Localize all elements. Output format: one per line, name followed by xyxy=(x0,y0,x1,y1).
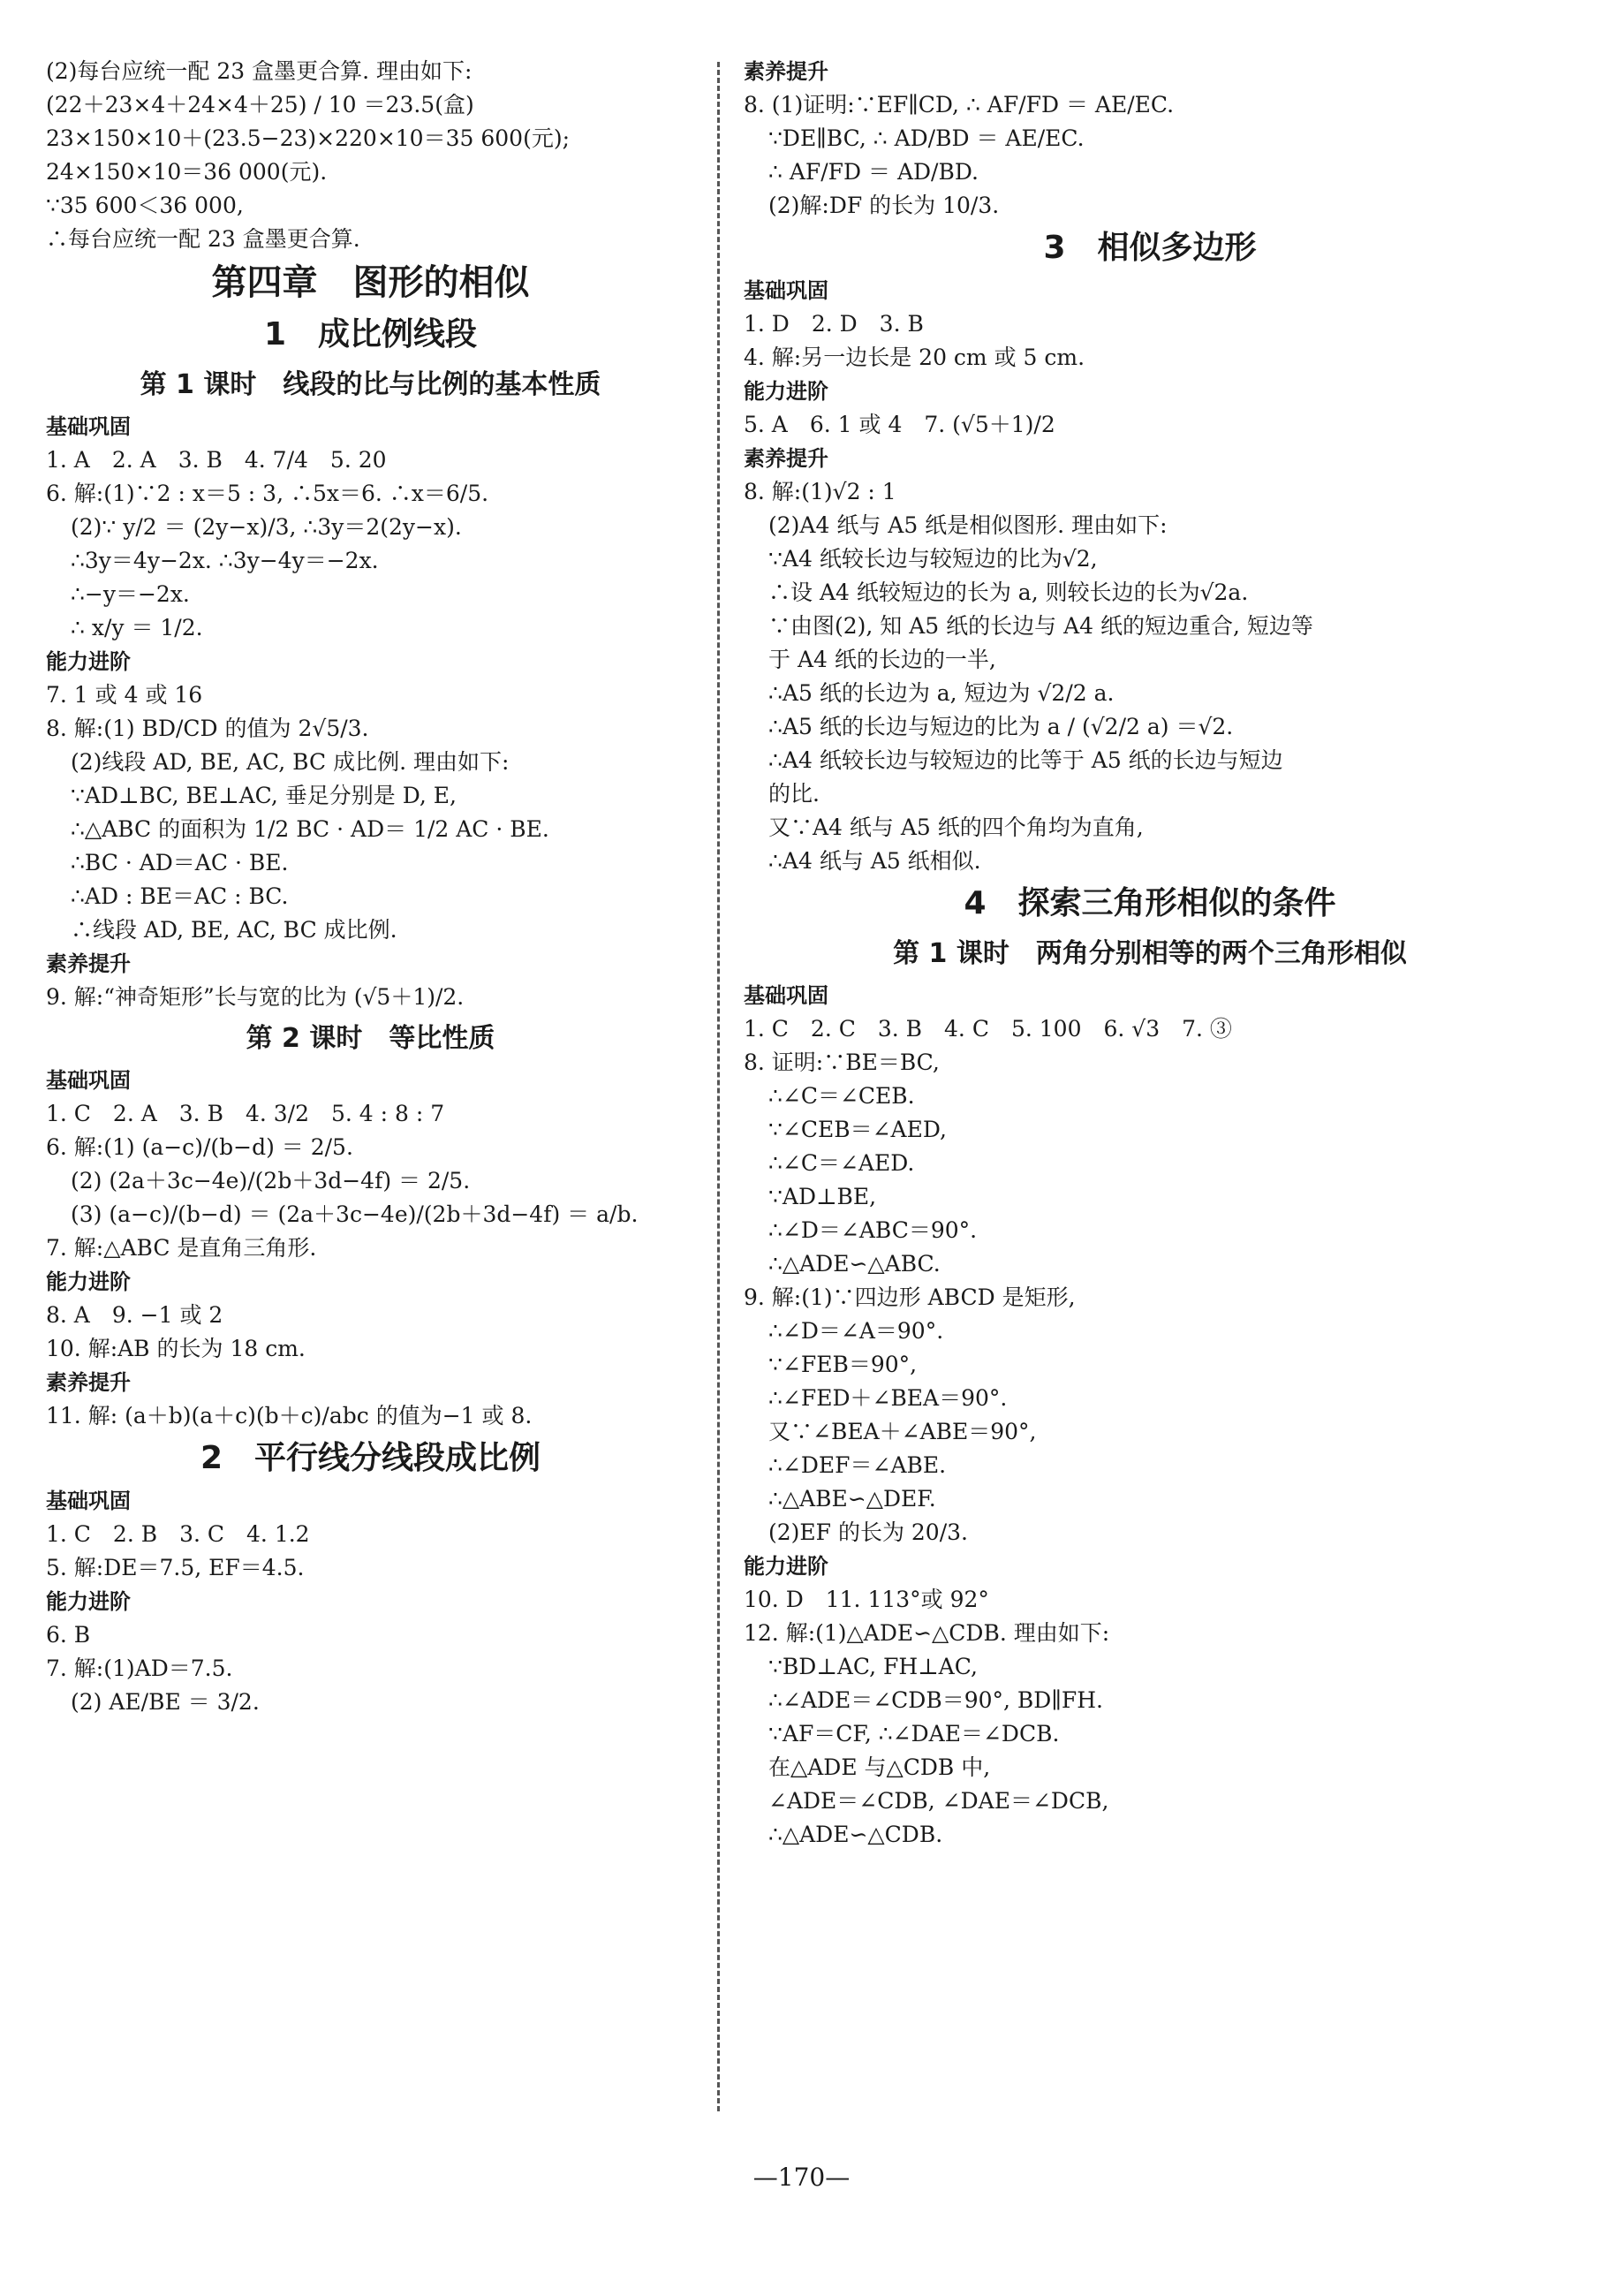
answer-line: 1. C 2. B 3. C 4. 1.2 xyxy=(46,1521,310,1547)
answer-line: ∴ x/y ＝ 1/2. xyxy=(71,615,203,640)
answer-line: ∴ AF/FD ＝ AD/BD. xyxy=(768,159,979,185)
subsection-label: 基础巩固 xyxy=(46,1489,131,1513)
answer-line: 5. A 6. 1 或 4 7. (√5＋1)/2 xyxy=(744,412,1055,437)
answer-line: ∴A5 纸的长边为 a, 短边为 √2/2 a. xyxy=(768,680,1115,706)
chapter-title: 第四章 图形的相似 xyxy=(211,262,530,303)
subsection-label: 基础巩固 xyxy=(744,983,828,1008)
section-title: 2 平行线分线段成比例 xyxy=(200,1440,541,1476)
subsection-label: 基础巩固 xyxy=(46,1068,131,1093)
answer-line: ∵AF＝CF, ∴∠DAE＝∠DCB. xyxy=(768,1721,1060,1747)
answer-line: (2) AE/BE ＝ 3/2. xyxy=(71,1689,260,1715)
subsection-label: 能力进阶 xyxy=(744,379,828,404)
answer-line: 7. 解:△ABC 是直角三角形. xyxy=(46,1235,317,1261)
answer-line: ∴3y＝4y−2x. ∴3y−4y＝−2x. xyxy=(71,548,379,573)
section-title: 4 探索三角形相似的条件 xyxy=(964,885,1336,921)
answer-line: 11. 解: (a＋b)(a＋c)(b＋c)/abc 的值为−1 或 8. xyxy=(46,1403,533,1428)
answer-line: ∴∠DEF＝∠ABE. xyxy=(768,1452,947,1478)
answer-line: (2)A4 纸与 A5 纸是相似图形. 理由如下: xyxy=(768,512,1168,538)
answer-line: (2) (2a＋3c−4e)/(2b＋3d−4f) ＝ 2/5. xyxy=(71,1168,471,1193)
answer-line: ∴△ABE∽△DEF. xyxy=(768,1486,936,1512)
answer-line: 6. B xyxy=(46,1622,91,1648)
section-title: 3 相似多边形 xyxy=(1043,230,1257,266)
answer-line: (2)EF 的长为 20/3. xyxy=(768,1519,968,1545)
answer-line: 8. 解:(1) BD/CD 的值为 2√5/3. xyxy=(46,716,369,741)
answer-line: ∴−y＝−2x. xyxy=(71,581,190,607)
answer-line: ∵∠FEB＝90°, xyxy=(768,1352,918,1377)
subsection-label: 能力进阶 xyxy=(46,649,131,674)
column-divider xyxy=(717,62,720,2111)
answer-line: (2)每台应统一配 23 盒墨更合算. 理由如下: xyxy=(46,58,473,84)
answer-line: 6. 解:(1)∵2 : x＝5 : 3, ∴5x＝6. ∴x＝6/5. xyxy=(46,481,489,506)
subsection-label: 素养提升 xyxy=(46,951,131,976)
right-column xyxy=(744,55,1556,1852)
answer-line: 8. 解:(1)√2 : 1 xyxy=(744,479,896,504)
answer-line: 1. C 2. A 3. B 4. 3/2 5. 4 : 8 : 7 xyxy=(46,1101,445,1126)
answer-line: (2)线段 AD, BE, AC, BC 成比例. 理由如下: xyxy=(71,749,510,775)
answer-line: 24×150×10＝36 000(元). xyxy=(46,159,328,185)
answer-line: ∴∠D＝∠A＝90°. xyxy=(768,1318,944,1344)
answer-line: ∴∠D＝∠ABC＝90°. xyxy=(768,1217,978,1243)
answer-line: ∴△ABC 的面积为 1/2 BC · AD＝ 1/2 AC · BE. xyxy=(71,816,549,842)
answer-line: 6. 解:(1) (a−c)/(b−d) ＝ 2/5. xyxy=(46,1134,353,1160)
answer-line: 7. 解:(1)AD＝7.5. xyxy=(46,1656,233,1681)
answer-line: 9. 解:(1)∵四边形 ABCD 是矩形, xyxy=(744,1284,1076,1310)
answer-line: ∠ADE＝∠CDB, ∠DAE＝∠DCB, xyxy=(768,1788,1109,1814)
subsection-label: 素养提升 xyxy=(46,1370,131,1395)
subsection-label: 素养提升 xyxy=(744,59,828,84)
lesson-title: 第 1 课时 两角分别相等的两个三角形相似 xyxy=(893,938,1407,969)
subsection-label: 基础巩固 xyxy=(744,278,828,303)
answer-line: 4. 解:另一边长是 20 cm 或 5 cm. xyxy=(744,345,1085,370)
answer-line: 8. (1)证明:∵EF∥CD, ∴ AF/FD ＝ AE/EC. xyxy=(744,92,1175,117)
answer-line: 又∵∠BEA＋∠ABE＝90°, xyxy=(768,1419,1037,1444)
answer-line: ∵35 600＜36 000, xyxy=(46,193,244,218)
lesson-title: 第 1 课时 线段的比与比例的基本性质 xyxy=(140,369,601,400)
answer-line: ∵AD⊥BC, BE⊥AC, 垂足分别是 D, E, xyxy=(71,783,457,808)
subsection-label: 素养提升 xyxy=(744,446,828,471)
answer-line: (22＋23×4＋24×4＋25) / 10 ＝23.5(盒) xyxy=(46,92,474,117)
answer-line: 12. 解:(1)△ADE∽△CDB. 理由如下: xyxy=(744,1620,1110,1646)
answer-line: 10. D 11. 113°或 92° xyxy=(744,1587,989,1612)
answer-line: ∴设 A4 纸较短边的长为 a, 则较长边的长为√2a. xyxy=(768,580,1249,605)
answer-line: ∴每台应统一配 23 盒墨更合算. xyxy=(46,226,360,252)
answer-line: 的比. xyxy=(768,781,820,807)
answer-line: ∴∠C＝∠AED. xyxy=(768,1150,915,1176)
subsection-label: 能力进阶 xyxy=(744,1554,828,1579)
answer-line: ∴A4 纸与 A5 纸相似. xyxy=(768,848,981,874)
lesson-title: 第 2 课时 等比性质 xyxy=(246,1023,495,1054)
answer-line: 1. C 2. C 3. B 4. C 5. 100 6. √3 7. ③ xyxy=(744,1016,1232,1042)
answer-line: ∵AD⊥BE, xyxy=(768,1184,877,1209)
answer-line: ∵BD⊥AC, FH⊥AC, xyxy=(768,1654,978,1679)
answer-line: ∴AD : BE＝AC : BC. xyxy=(71,883,289,909)
answer-line: ∵DE∥BC, ∴ AD/BD ＝ AE/EC. xyxy=(768,125,1085,151)
answer-line: ∴△ADE∽△CDB. xyxy=(768,1822,943,1847)
left-column xyxy=(46,55,695,1719)
subsection-label: 能力进阶 xyxy=(46,1589,131,1614)
answer-line: ∵由图(2), 知 A5 纸的长边与 A4 纸的短边重合, 短边等 xyxy=(768,613,1313,639)
answer-line: ∴△ADE∽△ABC. xyxy=(768,1251,941,1277)
subsection-label: 基础巩固 xyxy=(46,414,131,439)
answer-line: (2)∵ y/2 ＝ (2y−x)/3, ∴3y＝2(2y−x). xyxy=(71,514,462,540)
answer-line: ∴∠C＝∠CEB. xyxy=(768,1083,915,1109)
page-number: —170— xyxy=(752,2163,851,2192)
answer-line: 23×150×10＋(23.5−23)×220×10＝35 600(元); xyxy=(46,125,570,151)
answer-line: (2)解:DF 的长为 10/3. xyxy=(768,193,1000,218)
answer-line: ∴∠FED＋∠BEA＝90°. xyxy=(768,1385,1008,1411)
answer-line: ∵∠CEB＝∠AED, xyxy=(768,1117,947,1142)
answer-line: (3) (a−c)/(b−d) ＝ (2a＋3c−4e)/(2b＋3d−4f) ＝ a/b. xyxy=(71,1201,639,1227)
answer-line: 1. A 2. A 3. B 4. 7/4 5. 20 xyxy=(46,447,387,473)
answer-line: 8. A 9. −1 或 2 xyxy=(46,1302,223,1328)
answer-line: ∴A4 纸较长边与较短边的比等于 A5 纸的长边与短边 xyxy=(768,747,1283,773)
answer-line: ∴BC · AD＝AC · BE. xyxy=(71,850,289,875)
answer-line: ∴A5 纸的长边与短边的比为 a / (√2/2 a) ＝√2. xyxy=(768,714,1234,739)
answer-line: 10. 解:AB 的长为 18 cm. xyxy=(46,1336,306,1361)
answer-line: 1. D 2. D 3. B xyxy=(744,311,924,337)
answer-line: ∴∠ADE＝∠CDB＝90°, BD∥FH. xyxy=(768,1687,1103,1713)
answer-line: 于 A4 纸的长边的一半, xyxy=(768,647,996,672)
subsection-label: 能力进阶 xyxy=(46,1269,131,1294)
answer-line: ∵A4 纸较长边与较短边的比为√2, xyxy=(768,546,1098,572)
answer-line: 9. 解:“神奇矩形”长与宽的比为 (√5＋1)/2. xyxy=(46,984,465,1010)
answer-line: ∴线段 AD, BE, AC, BC 成比例. xyxy=(71,917,397,943)
answer-line: 7. 1 或 4 或 16 xyxy=(46,682,203,708)
answer-line: 5. 解:DE＝7.5, EF＝4.5. xyxy=(46,1555,305,1580)
answer-line: 8. 证明:∵BE＝BC, xyxy=(744,1049,940,1075)
answer-line: 在△ADE 与△CDB 中, xyxy=(768,1754,991,1780)
answer-line: 又∵A4 纸与 A5 纸的四个角均为直角, xyxy=(768,815,1144,840)
section-title: 1 成比例线段 xyxy=(263,316,478,352)
